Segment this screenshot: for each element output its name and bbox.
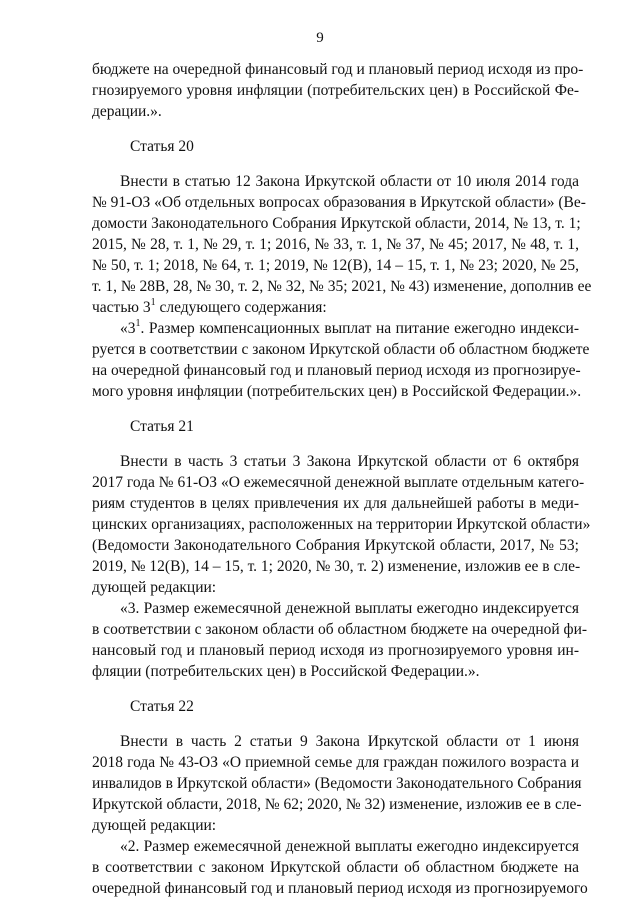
text-fragment: частью 3 <box>92 299 151 316</box>
text-fragment: «3 <box>120 320 136 337</box>
text-line: риям студентов в целях привлечения их для дальнейшей работы в меди- <box>92 495 579 512</box>
text-line: 2017 года № 61-ОЗ «О ежемесячной денежной выплате отдельным катего- <box>92 474 585 491</box>
text-line: № 91-ОЗ «Об отдельных вопросах образования в Иркутской области» (Ве- <box>92 194 586 211</box>
text-line: на очередной финансовый год и плановый период исходя из прогнозируе- <box>92 362 581 379</box>
text-line: очередной финансовый год и плановый период исходя из прогнозируемого <box>92 880 588 897</box>
text-line: домости Законодательного Собрания Иркутской области, 2014, № 13, т. 1; <box>92 215 581 232</box>
text-line: дерации.». <box>92 103 162 120</box>
article-heading-20: Статья 20 <box>130 138 194 155</box>
text-line <box>92 298 579 318</box>
text-line: дующей редакции: <box>92 579 217 596</box>
superscript: 1 <box>150 296 156 308</box>
text-line <box>120 319 579 339</box>
text-line: Внести в часть 3 статьи 3 Закона Иркутской области от 6 октября <box>120 453 579 470</box>
text-line: мого уровня инфляции (потребительских цен) в Российской Федерации.». <box>92 383 582 400</box>
text-line: 2019, № 12(В), 14 – 15, т. 1; 2020, № 30, т. 2) изменение, изложив ее в сле- <box>92 558 581 575</box>
text-line: Внести в часть 2 статьи 9 Закона Иркутской области от 1 июня <box>120 733 579 750</box>
text-line: бюджете на очередной финансовый год и плановый период исходя из про- <box>92 61 584 78</box>
article-heading-21: Статья 21 <box>130 418 194 435</box>
text-line: Внести в статью 12 Закона Иркутской области от 10 июля 2014 года <box>120 173 579 190</box>
text-line: фляции (потребительских цен) в Российской Федерации.». <box>92 663 480 680</box>
text-line: 2015, № 28, т. 1, № 29, т. 1; 2016, № 33, т. 1, № 37, № 45; 2017, № 48, т. 1, <box>92 236 579 253</box>
text-fragment: следующего содержания: <box>155 299 327 316</box>
text-line: в соответствии с законом Иркутской области об областном бюджете на <box>92 859 579 876</box>
text-line: № 50, т. 1; 2018, № 64, т. 1; 2019, № 12(В), 14 – 15, т. 1, № 23; 2020, № 25, <box>92 257 579 274</box>
superscript: 1 <box>135 317 141 329</box>
text-line: (Ведомости Законодательного Собрания Иркутской области, 2017, № 53; <box>92 537 579 554</box>
text-line: т. 1, № 28В, 28, № 30, т. 2, № 32, № 35; 2021, № 43) изменение, дополнив ее <box>92 278 592 295</box>
text-line: Иркутской области, 2018, № 62; 2020, № 32) изменение, изложив ее в сле- <box>92 796 582 813</box>
page-number: 9 <box>316 30 324 46</box>
text-line: «3. Размер ежемесячной денежной выплаты ежегодно индексируется <box>120 600 579 617</box>
text-line: инвалидов в Иркутской области» (Ведомости Законодательного Собрания <box>92 775 582 792</box>
text-line: дующей редакции: <box>92 817 217 834</box>
text-line: руется в соответствии с законом Иркутской области об областном бюджете <box>92 341 590 358</box>
text-line: цинских организациях, расположенных на территории Иркутской области» <box>92 516 591 533</box>
text-line: гнозируемого уровня инфляции (потребительских цен) в Российской Фе- <box>92 82 579 99</box>
text-line: нансовый год и плановый период исходя из прогнозируемого уровня ин- <box>92 642 579 659</box>
text-line: «2. Размер ежемесячной денежной выплаты ежегодно индексируется <box>120 838 579 855</box>
article-heading-22: Статья 22 <box>130 698 194 715</box>
text-fragment: . Размер компенсационных выплат на питание ежегодно индекси- <box>140 320 579 337</box>
text-line: в соответствии с законом области об областном бюджете на очередной фи- <box>92 621 588 638</box>
text-line: 2018 года № 43-ОЗ «О приемной семье для граждан пожилого возраста и <box>92 754 579 771</box>
